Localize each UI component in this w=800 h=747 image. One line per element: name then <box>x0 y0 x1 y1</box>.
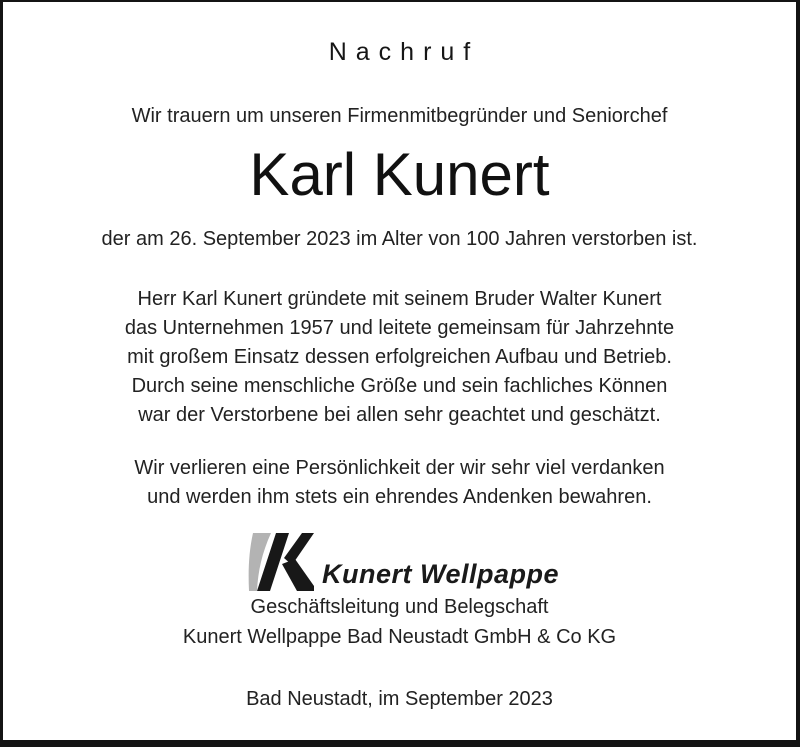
eulogy-line: das Unternehmen 1957 und leitete gemeinsam für Jahrzehnte <box>124 317 675 339</box>
notice-title: Nachruf <box>328 38 480 66</box>
farewell-paragraph <box>3 454 796 512</box>
eulogy-line: Herr Karl Kunert gründete mit seinem Bruder Walter Kunert <box>137 288 662 310</box>
eulogy-paragraph <box>3 285 796 430</box>
farewell-line: Wir verlieren eine Persönlichkeit der wir sehr viel verdanken <box>134 457 665 479</box>
eulogy-line: war der Verstorbene bei allen sehr geachtet und geschätzt. <box>138 404 661 426</box>
eulogy-line: Durch seine menschliche Größe und sein fachliches Können <box>131 375 668 397</box>
company-name: Kunert Wellpappe <box>321 559 560 589</box>
signature-line-2: Kunert Wellpappe Bad Neustadt GmbH & Co KG <box>182 626 617 648</box>
eulogy-line: mit großem Einsatz dessen erfolgreichen Aufbau und Betrieb. <box>127 346 672 368</box>
farewell-line: und werden ihm stets ein ehrendes Andenken bewahren. <box>147 486 652 508</box>
deceased-name: Karl Kunert <box>249 141 550 208</box>
company-logo <box>3 530 796 594</box>
stylized-k-icon <box>240 530 314 594</box>
signature-line-1: Geschäftsleitung und Belegschaft <box>250 596 549 618</box>
intro-line: Wir trauern um unseren Firmenmitbegründer und Seniorchef <box>131 105 668 127</box>
closing-place-date: Bad Neustadt, im September 2023 <box>246 688 553 710</box>
death-date-line: der am 26. September 2023 im Alter von 100 Jahren verstorben ist. <box>101 228 698 250</box>
